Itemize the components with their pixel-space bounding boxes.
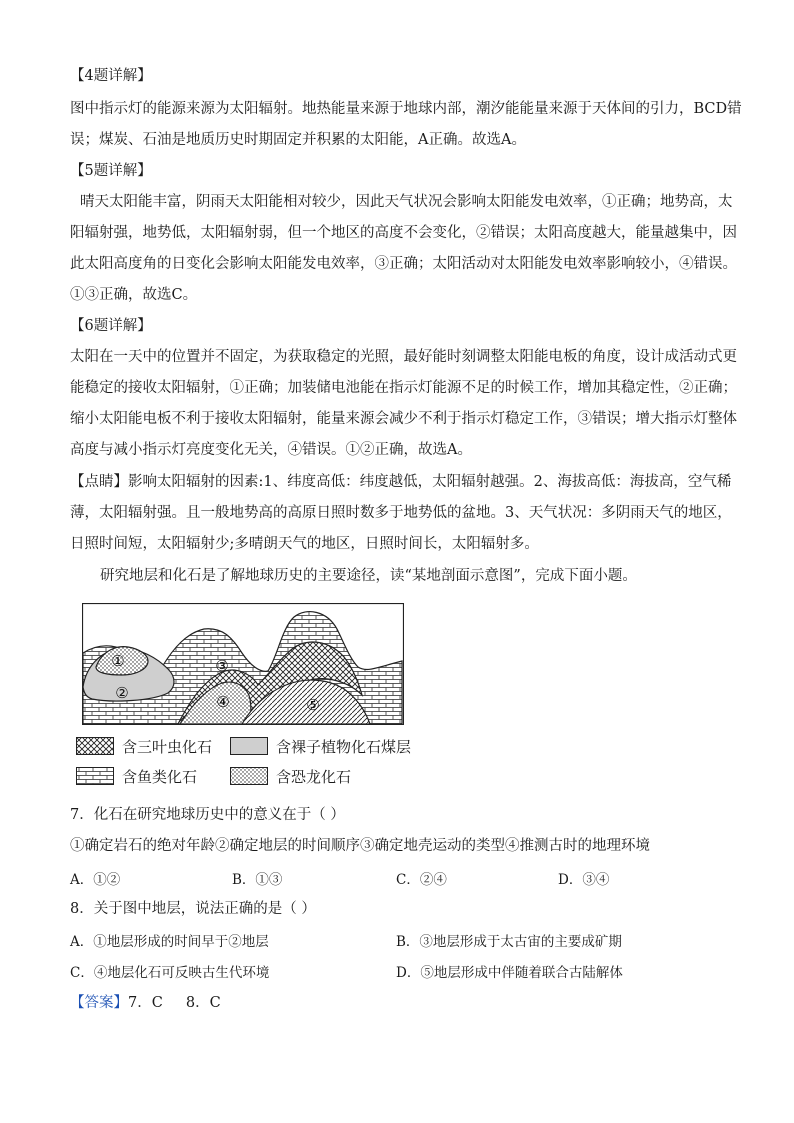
legend-label-gymnosperm-coal: 含裸子植物化石煤层 <box>276 737 412 756</box>
dianjing-line-1: 【点睛】影响太阳辐射的因素:1、纬度高低：纬度越低，太阳辐射越强。2、海拔高低：海拔高，空气稀 <box>70 474 732 490</box>
q8-options-row-1 <box>70 930 730 950</box>
q7-option-d[interactable]: D．③④ <box>558 872 610 888</box>
label-5: ⑤ <box>306 696 320 714</box>
q7-option-a[interactable]: A．①② <box>70 872 121 888</box>
legend-gymnosperm-coal <box>230 735 411 757</box>
q6-line-1: 太阳在一天中的位置并不固定，为获取稳定的光照，最好能时刻调整太阳能电板的角度，设计成活动式更 <box>70 349 737 365</box>
legend-label-trilobite: 含三叶虫化石 <box>122 737 213 756</box>
q7-stem: 7．化石在研究地球历史中的意义在于（ ） <box>70 807 345 823</box>
q8-option-c[interactable]: C．④地层化石可反映古生代环境 <box>70 965 270 981</box>
q4-line-2: 误；煤炭、石油是地质历史时期固定并积累的太阳能，A正确。故选A。 <box>70 132 526 148</box>
q8-stem: 8．关于图中地层，说法正确的是（ ） <box>70 901 316 917</box>
gray-swatch-icon <box>230 737 268 755</box>
passage-intro: 研究地层和化石是了解地球历史的主要途径，读“某地剖面示意图”，完成下面小题。 <box>100 568 637 584</box>
legend-dinosaur <box>230 765 351 787</box>
q7-option-b[interactable]: B．①③ <box>232 872 283 888</box>
answer-line <box>70 993 730 1013</box>
legend-label-dinosaur: 含恐龙化石 <box>276 767 352 786</box>
answer-text: 7．C 8．C <box>128 995 221 1011</box>
q7-statements: ①确定岩石的绝对年龄②确定地层的时间顺序③确定地壳运动的类型④推测古时的地理环境 <box>70 838 650 854</box>
crosshatch-swatch-icon <box>76 737 114 755</box>
label-2: ② <box>115 684 129 702</box>
dianjing-line-3: 日照时间短，太阳辐射少;多晴朗天气的地区，日照时间长，太阳辐射多。 <box>70 536 539 552</box>
q5-line-1: 晴天太阳能丰富，阴雨天太阳能相对较少，因此天气状况会影响太阳能发电效率，①正确；地势高，太 <box>80 194 733 210</box>
brick-swatch-icon <box>76 767 114 785</box>
q7-options <box>70 868 730 888</box>
label-1: ① <box>111 652 125 670</box>
label-4: ④ <box>216 693 230 711</box>
q8-option-d[interactable]: D．⑤地层形成中伴随着联合古陆解体 <box>396 965 623 981</box>
q8-option-b[interactable]: B．③地层形成于太古宙的主要成矿期 <box>396 934 622 950</box>
q8-option-a[interactable]: A．①地层形成的时间早于②地层 <box>70 934 269 950</box>
dots-swatch-icon <box>230 767 268 785</box>
answer-label: 【答案】 <box>70 995 128 1011</box>
q5-line-2: 阳辐射强，地势低，太阳辐射弱，但一个地区的高度不会变化，②错误；太阳高度越大，能量越集中，因 <box>70 225 737 241</box>
dianjing-line-2: 薄，太阳辐射强。且一般地势高的高原日照时数多于地势低的盆地。3、天气状况：多阴雨天气的地区， <box>70 505 732 521</box>
q5-line-3: 此太阳高度角的日变化会影响太阳能发电效率，③正确；太阳活动对太阳能发电效率影响较小，④错误。 <box>70 256 737 272</box>
legend-trilobite <box>76 735 212 757</box>
q6-line-2: 能稳定的接收太阳辐射，①正确；加装储电池能在指示灯能源不足的时候工作，增加其稳定性，②正确； <box>70 380 737 396</box>
label-3: ③ <box>215 657 229 675</box>
q6-line-4: 高度与减小指示灯亮度变化无关，④错误。①②正确，故选A。 <box>70 442 472 458</box>
q8-options-row-2 <box>70 961 730 981</box>
q7-option-c[interactable]: C．②④ <box>396 872 447 888</box>
q5-line-4: ①③正确，故选C。 <box>70 287 198 303</box>
geologic-cross-section-diagram <box>82 603 404 725</box>
legend-label-fish: 含鱼类化石 <box>122 767 198 786</box>
q4-line-1: 图中指示灯的能源来源为太阳辐射。地热能量来源于地球内部，潮汐能能量来源于天体间的引力，BCD错 <box>70 101 742 117</box>
q6-line-3: 缩小太阳能电板不利于接收太阳辐射，能量来源会减少不利于指示灯稳定工作，③错误；增大指示灯整体 <box>70 411 737 427</box>
q4-heading: 【4题详解】 <box>70 68 152 84</box>
legend-fish <box>76 765 197 787</box>
q6-heading: 【6题详解】 <box>70 318 152 334</box>
q5-heading: 【5题详解】 <box>70 163 152 179</box>
